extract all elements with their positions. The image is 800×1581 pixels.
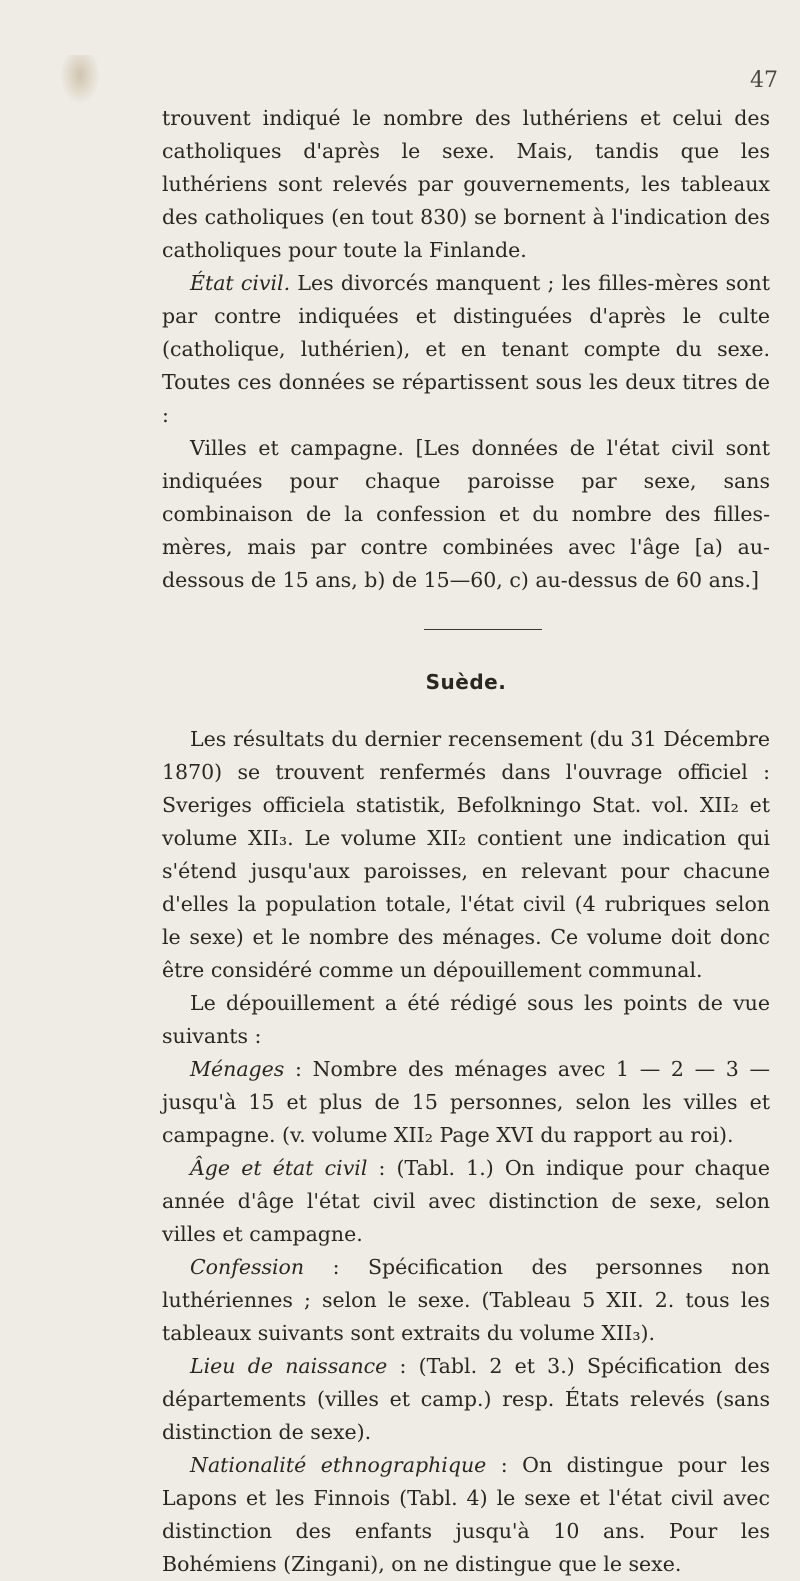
item-text: : (Tabl. 1.) On indique pour chaque année d'âge l'état civil avec distinction de sexe, selon villes et campagne. [162, 1156, 771, 1246]
paper-stain [60, 55, 100, 105]
item-age-etat-civil [162, 1152, 770, 1251]
intro-paragraph-3: Villes et campagne. [Les données de l'état civil sont indiquées pour chaque paroisse par sexe, sans combinaison de la confession et du nombre des filles-mères, mais par contre combinées avec l'âge [a) au-dessous de 15 ans, b) de 15—60, c) au-dessus de 60 ans.] [162, 436, 770, 592]
item-label: Lieu de naissance [190, 1354, 388, 1378]
item-confession [162, 1251, 770, 1350]
item-menages [162, 1053, 770, 1152]
item-label: Nationalité ethnographique [190, 1453, 487, 1477]
item-label: Ménages [190, 1057, 285, 1081]
etat-civil-text: Les divorcés manquent ; les filles-mères sont par contre indiquées et distinguées d'après le culte (catholique, luthérien), et en tenant compte du sexe. Toutes ces données se répartissent sous les deux titres de : [162, 271, 770, 427]
section-paragraph-1: Les résultats du dernier recensement (du 31 Décembre 1870) se trouvent renfermés dans l'ouvrage officiel : Sveriges officiela statistik, Befolkningo Stat. vol. XII₂ et volume XII₃. Le volume XII₂ contient une indication qui s'étend jusqu'aux paroisses, en relevant pour chacune d'elles la population totale, l'état civil (4 rubriques selon le sexe) et le nombre des ménages. Ce volume doit donc être considéré comme un dépouillement communal. [162, 727, 770, 982]
intro-paragraph-1: trouvent indiqué le nombre des luthériens et celui des catholiques d'après le sexe. Mais, tandis que les luthériens sont relevés par gouvernements, les tableaux des catholiques (en tout 830) se bornent à l'indication des catholiques pour toute la Finlande. [162, 106, 770, 262]
etat-civil-label: État civil. [190, 271, 291, 295]
item-text: : (Tabl. 2 et 3.) Spécification des départements (villes et camp.) resp. États relevés (sans distinction de sexe). [162, 1354, 770, 1444]
section-heading: Suède. [425, 670, 507, 694]
section-divider [424, 629, 542, 630]
item-lieu-de-naissance [162, 1350, 770, 1449]
intro-paragraph-2 [162, 267, 770, 432]
item-nationalite [162, 1449, 770, 1581]
item-text: : On distingue pour les Lapons et les Finnois (Tabl. 4) le sexe et l'état civil avec distinction des enfants jusqu'à 10 ans. Pour les Bohémiens (Zingani), on ne distingue que le sexe. [162, 1453, 770, 1576]
item-text: : Nombre des ménages avec 1 — 2 — 3 — jusqu'à 15 et plus de 15 personnes, selon les villes et campagne. (v. volume XII₂ Page XVI du rapport au roi). [162, 1057, 770, 1147]
item-label: Confession [190, 1255, 305, 1279]
body-text [162, 102, 770, 1581]
section-paragraph-2: Le dépouillement a été rédigé sous les points de vue suivants : [162, 991, 770, 1048]
item-label: Âge et état civil [190, 1156, 368, 1180]
page-number: 47 [750, 68, 778, 93]
item-text: : Spécification des personnes non luthériennes ; selon le sexe. (Tableau 5 XII. 2. tous les tableaux suivants sont extraits du volume XII₃). [162, 1255, 770, 1345]
